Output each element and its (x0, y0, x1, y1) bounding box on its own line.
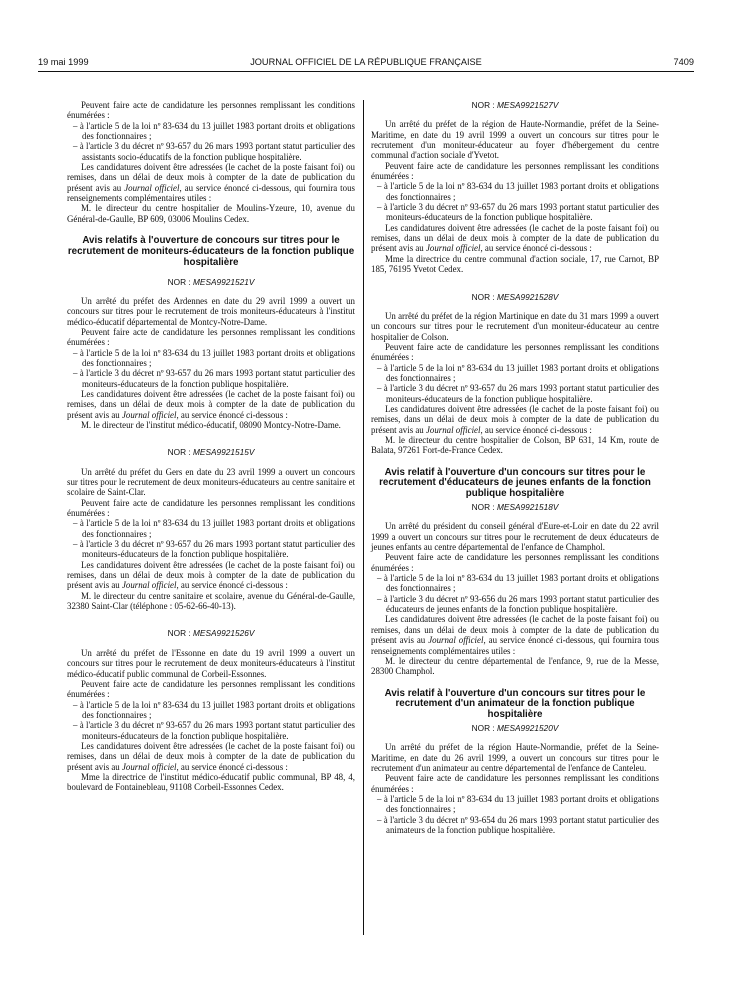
section-heading: Avis relatif à l'ouverture d'un concours sur titres pour le recrutement d'éducateurs de jeunes enfants de la fonction publique hospitalière (379, 466, 651, 500)
list-item: – à l'article 5 de la loi nº 83-634 du 13 juillet 1983 portant droits et obligations des fonctionnaires ; (73, 518, 355, 539)
nor-code: MESA9921518V (497, 502, 559, 513)
journal-name: Journal officiel (121, 580, 177, 591)
paragraph: Peuvent faire acte de candidature les personnes remplissant les conditions énumérées : (371, 160, 659, 182)
section-heading: Avis relatif à l'ouverture d'un concours sur titres pour le recrutement d'un animateur de la fonction publique hospitalière (384, 687, 646, 721)
paragraph: Les candidatures doivent être adressées (le cachet de la poste faisant foi) ou remises, dans un délai de deux mois à compter de la date de publication du présent avis au Journal officiel, au service énoncé ci-dessous : (67, 388, 355, 420)
issue-date: 19 mai 1999 (38, 57, 89, 67)
paragraph: Les candidatures doivent être adressées (le cachet de la poste faisant foi) ou remises, dans un délai de deux mois à compter de la date de publication du présent avis au Journal officiel, au service énoncé ci-dessous, qui fournira tous renseignements complémentaires utiles : (67, 162, 355, 204)
nor-code: MESA9921520V (497, 722, 559, 733)
paragraph: Peuvent faire acte de candidature les personnes remplissant les conditions énumérées : (67, 326, 355, 348)
paragraph: Les candidatures doivent être adressées (le cachet de la poste faisant foi) ou remises, dans un délai de deux mois à compter de la date de publication du présent avis au Journal officiel, au service énoncé ci-dessous : (67, 559, 355, 591)
nor-code: MESA9921515V (193, 447, 255, 458)
page-number: 7409 (673, 57, 694, 67)
right-column (371, 100, 659, 835)
list-item: – à l'article 3 du décret nº 93-657 du 26 mars 1993 portant statut particulier des moniteurs-éducateurs de la fonction publique hospitalière. (377, 202, 659, 223)
nor-reference (371, 723, 659, 733)
paragraph: Les candidatures doivent être adressées (le cachet de la poste faisant foi) ou remises, dans un délai de deux mois à compter de la date de publication du présent avis au Journal officiel, au service énoncé ci-dessous : (67, 740, 355, 772)
nor-label: NOR : (471, 722, 495, 733)
journal-name: Journal officiel (124, 182, 180, 193)
paragraph: Un arrêté du préfet du Gers en date du 23 avril 1999 a ouvert un concours sur titres pour le recrutement de deux moniteurs-éducateurs au centre sanitaire et scolaire de Saint-Clar. (67, 466, 355, 498)
list-item: – à l'article 3 du décret nº 93-656 du 26 mars 1993 portant statut particulier des éducateurs de jeunes enfants de la fonction publique hospitalière. (377, 593, 659, 615)
paragraph: Un arrêté du préfet de la région Haute-Normandie, préfet de la Seine-Maritime, en date du 26 avril 1999, a ouvert un concours sur titres pour le recrutement d'un animateur au centre départemental de l'enfance de Canteleu. (371, 742, 659, 773)
list-item: – à l'article 5 de la loi nº 83-634 du 13 juillet 1983 portant droits et obligations des fonctionnaires ; (377, 181, 659, 202)
paragraph: Peuvent faire acte de candidature les personnes remplissant les conditions énumérées : (67, 678, 355, 700)
paragraph: Les candidatures doivent être adressées (le cachet de la poste faisant foi) ou remises, dans un délai de deux mois à compter de la date de publication du présent avis au Journal officiel, au service énoncé ci-dessous : (371, 403, 659, 435)
list-item: – à l'article 3 du décret nº 93-657 du 26 mars 1993 portant statut particulier des assistants socio-éducatifs de la fonction publique hospitalière. (73, 141, 355, 162)
list-item: – à l'article 5 de la loi nº 83-634 du 13 juillet 1983 portant droits et obligations des fonctionnaires ; (73, 120, 355, 142)
list-item: – à l'article 3 du décret nº 93-657 du 26 mars 1993 portant statut particulier des moniteurs-éducateurs de la fonction publique hospitalière. (73, 539, 355, 560)
paragraph: Peuvent faire acte de candidature les personnes remplissant les conditions énumérées : (371, 552, 659, 573)
address-paragraph: M. le directeur du centre hospitalier de Moulins-Yzeure, 10, avenue du Général-de-Gaulle, BP 609, 03006 Moulins Cedex. (67, 203, 355, 224)
nor-label: NOR : (471, 291, 495, 302)
journal-name: Journal officiel (425, 243, 481, 254)
paragraph: Les candidatures doivent être adressées (le cachet de la poste faisant foi) ou remises, dans un délai de deux mois à compter de la date de publication du présent avis au Journal officiel, au service énoncé ci-dessous : (371, 222, 659, 254)
nor-code: MESA9921528V (497, 291, 559, 302)
address-paragraph: M. le directeur du centre sanitaire et scolaire, avenue du Général-de-Gaulle, 32380 Saint-Clar (téléphone : 05-62-66-40-13). (67, 590, 355, 612)
address-paragraph: Mme la directrice de l'institut médico-éducatif public communal, BP 48, 4, boulevard de Fontainebleau, 91108 Corbeil-Essonnes Cedex. (67, 771, 355, 793)
column-divider (363, 100, 364, 935)
nor-reference (67, 447, 355, 457)
paragraph: Un arrêté du préfet de l'Essonne en date du 19 avril 1999 a ouvert un concours sur titres pour le recrutement de deux moniteurs-éducateurs à l'institut médico-éducatif public communal de Corbeil-Essonnes. (67, 647, 355, 679)
nor-reference (67, 628, 355, 638)
list-item: – à l'article 5 de la loi nº 83-634 du 13 juillet 1983 portant droits et obligations des fonctionnaires ; (73, 347, 355, 368)
nor-label: NOR : (167, 447, 191, 458)
list-item: – à l'article 5 de la loi nº 83-634 du 13 juillet 1983 portant droits et obligations des fonctionnaires ; (377, 573, 659, 594)
journal-title: JOURNAL OFFICIEL DE LA RÉPUBLIQUE FRANÇAISE (250, 57, 482, 67)
paragraph: Les candidatures doivent être adressées (le cachet de la poste faisant foi) ou remises, dans un délai de deux mois à compter de la date de publication du présent avis au Journal officiel, au service énoncé ci-dessous, qui fournira tous renseignements complémentaires utiles : (371, 614, 659, 656)
address-paragraph: M. le directeur de l'institut médico-éducatif, 08090 Montcy-Notre-Dame. (81, 419, 341, 430)
left-column (67, 100, 355, 793)
paragraph: Peuvent faire acte de candidature les personnes remplissant les conditions énumérées : (67, 100, 355, 121)
list-item: – à l'article 3 du décret nº 93-657 du 26 mars 1993 portant statut particulier des moniteurs-éducateurs de la fonction publique hospitalière. (377, 383, 659, 404)
list-item: – à l'article 5 de la loi nº 83-634 du 13 juillet 1983 portant droits et obligations des fonctionnaires ; (73, 699, 355, 720)
address-paragraph: M. le directeur du centre hospitalier de Colson, BP 631, 14 Km, route de Balata, 97261 Fort-de-France Cedex. (371, 434, 659, 456)
list-item: – à l'article 5 de la loi nº 83-634 du 13 juillet 1983 portant droits et obligations des fonctionnaires ; (377, 794, 659, 815)
nor-reference (371, 292, 659, 302)
nor-reference (371, 502, 659, 512)
header-rule (38, 71, 694, 72)
paragraph: Peuvent faire acte de candidature les personnes remplissant les conditions énumérées : (67, 497, 355, 519)
paragraph: Un arrêté du préfet des Ardennes en date du 29 avril 1999 a ouvert un concours sur titres pour le recrutement de trois moniteurs-éducateurs à l'institut médico-éducatif départemental de Montcy-Notre-Dame. (67, 295, 355, 327)
paragraph: Peuvent faire acte de candidature les personnes remplissant les conditions énumérées : (371, 773, 659, 794)
address-paragraph: M. le directeur du centre départemental de l'enfance, 9, rue de la Messe, 28300 Champhol. (371, 655, 659, 677)
nor-code: MESA9921521V (193, 276, 255, 287)
journal-name: Journal officiel (425, 424, 481, 435)
nor-code: MESA9921527V (497, 100, 559, 110)
paragraph: Un arrêté du président du conseil général d'Eure-et-Loir en date du 22 avril 1999 a ouvert un concours sur titres pour le recrutement de deux éducateurs de jeunes enfants au centre départemental de l'enfance de Champhol. (371, 521, 659, 553)
page-header (38, 57, 694, 71)
nor-label: NOR : (471, 502, 495, 513)
journal-name: Journal officiel (121, 761, 177, 772)
journal-name: Journal officiel (428, 635, 484, 646)
nor-reference (67, 277, 355, 287)
list-item: – à l'article 3 du décret nº 93-657 du 26 mars 1993 portant statut particulier des moniteurs-éducateurs de la fonction publique hospitalière. (73, 720, 355, 741)
list-item: – à l'article 3 du décret nº 93-654 du 26 mars 1993 portant statut particulier des animateurs de la fonction publique hospitalière. (377, 814, 659, 836)
paragraph: Un arrêté du préfet de la région Martinique en date du 31 mars 1999 a ouvert un concours sur titres pour le recrutement d'un moniteur-éducateur au centre hospitalier de Colson. (371, 310, 659, 342)
list-item: – à l'article 3 du décret nº 93-657 du 26 mars 1993 portant statut particulier des moniteurs-éducateurs de la fonction publique hospitalière. (73, 368, 355, 389)
list-item: – à l'article 5 de la loi nº 83-634 du 13 juillet 1983 portant droits et obligations des fonctionnaires ; (377, 362, 659, 383)
nor-label: NOR : (167, 628, 191, 639)
nor-code: MESA9921526V (193, 628, 255, 639)
nor-reference (371, 100, 659, 110)
paragraph: Peuvent faire acte de candidature les personnes remplissant les conditions énumérées : (371, 341, 659, 363)
nor-label: NOR : (167, 276, 191, 287)
address-paragraph: Mme la directrice du centre communal d'action sociale, 17, rue Carnot, BP 185, 76195 Yvetot Cedex. (371, 253, 659, 275)
journal-name: Journal officiel (121, 409, 177, 420)
section-heading: Avis relatifs à l'ouverture de concours sur titres pour le recrutement de moniteurs-éducateurs de la fonction publique hospitalière (67, 235, 355, 268)
nor-label: NOR : (471, 100, 495, 110)
paragraph: Un arrêté du préfet de la région de Haute-Normandie, préfet de la Seine-Maritime, en date du 19 avril 1999 a ouvert un concours sur titres pour le recrutement d'un moniteur-éducateur au foyer d'hébergement du centre communal d'action sociale d'Yvetot. (371, 119, 659, 161)
